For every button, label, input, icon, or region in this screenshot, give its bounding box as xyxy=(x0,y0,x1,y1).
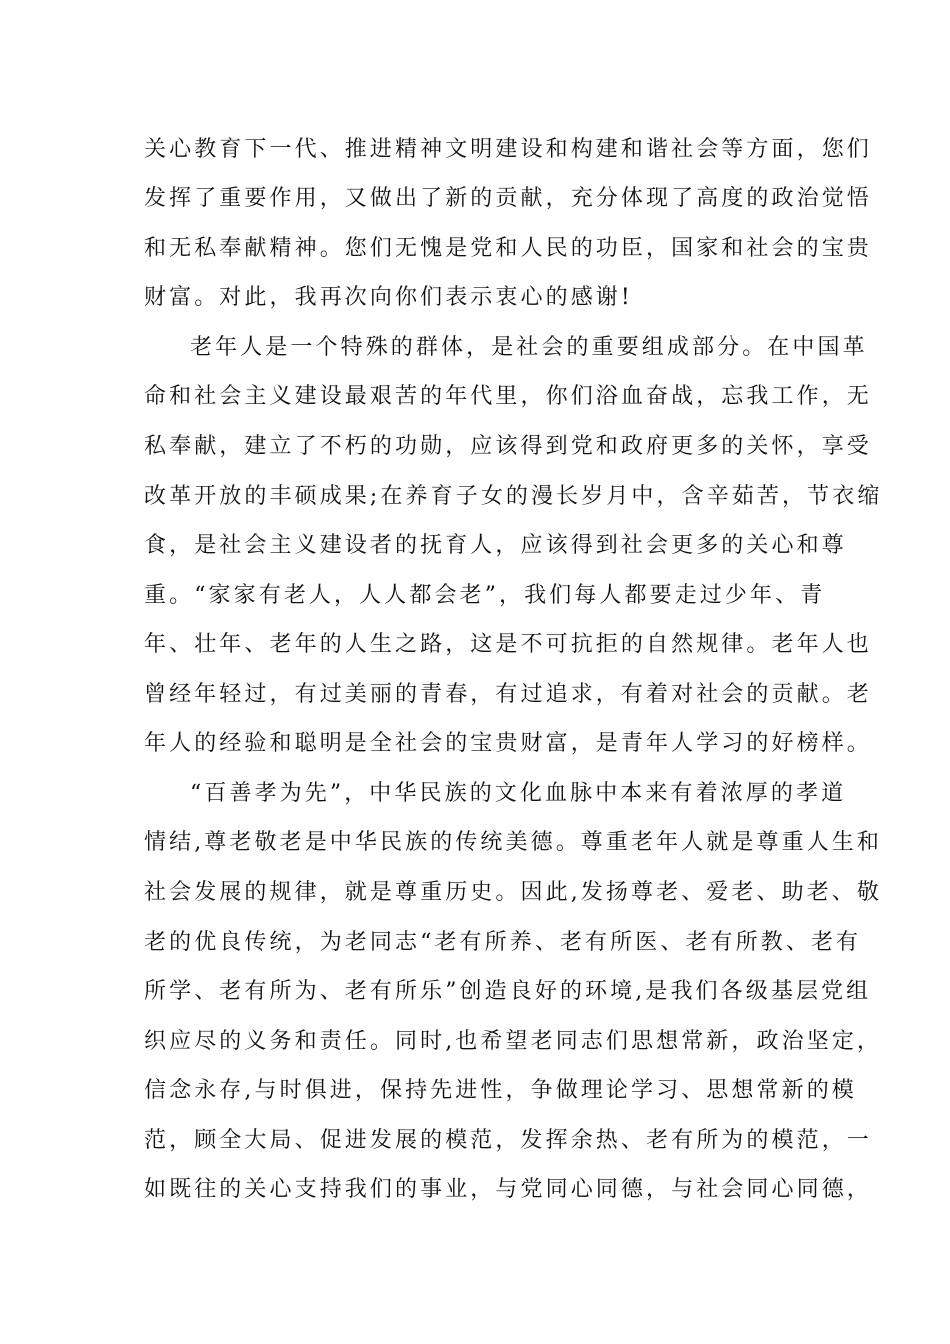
text-line: 和无私奉献精神。您们无愧是党和人民的功臣，国家和社会的宝贵 xyxy=(144,236,872,261)
text-line: 范，顾全大局、促进发展的模范，发挥余热、老有所为的模范，一 xyxy=(144,1128,872,1153)
paragraph-first-line: 老年人是一个特殊的群体，是社会的重要组成部分。在中国革 xyxy=(190,335,868,360)
text-line: 食，是社会主义建设者的抚育人，应该得到社会更多的关心和尊 xyxy=(144,533,847,558)
text-line: 命和社会主义建设最艰苦的年代里，你们浴血奋战，忘我工作，无 xyxy=(144,384,872,409)
text-line: 所学、老有所为、老有所乐”创造良好的环境,是我们各级基层党组 xyxy=(144,979,872,1004)
text-line: 财富。对此，我再次向你们表示衷心的感谢! xyxy=(144,285,633,310)
text-line: 曾经年轻过，有过美丽的青春，有过追求，有着对社会的贡献。老 xyxy=(144,682,872,707)
text-line: 织应尽的义务和责任。同时,也希望老同志们思想常新，政治坚定， xyxy=(144,1029,882,1054)
text-line: 私奉献，建立了不朽的功勋，应该得到党和政府更多的关怀，享受 xyxy=(144,434,872,459)
text-line: 改革开放的丰硕成果;在养育子女的漫长岁月中，含辛茹苦，节衣缩 xyxy=(144,484,883,509)
text-line: 情结,尊老敬老是中华民族的传统美德。尊重老年人就是尊重人生和 xyxy=(144,830,882,855)
text-line: 重。“家家有老人，人人都会老”，我们每人都要走过少年、青 xyxy=(144,583,826,608)
text-line: 年人的经验和聪明是全社会的宝贵财富，是青年人学习的好榜样。 xyxy=(144,731,872,756)
text-line: 关心教育下一代、推进精神文明建设和构建和谐社会等方面，您们 xyxy=(144,137,872,162)
text-line: 如既往的关心支持我们的事业，与党同心同德，与社会同心同德， xyxy=(144,1177,872,1202)
text-line: 发挥了重要作用，又做出了新的贡献，充分体现了高度的政治觉悟 xyxy=(144,186,872,211)
paragraph-first-line: “百善孝为先”，中华民族的文化血脉中本来有着浓厚的孝道 xyxy=(190,781,847,806)
text-line: 社会发展的规律，就是尊重历史。因此,发扬尊老、爱老、助老、敬 xyxy=(144,880,882,905)
text-line: 信念永存,与时俱进，保持先进性，争做理论学习、思想常新的模 xyxy=(144,1078,857,1103)
text-line: 年、壮年、老年的人生之路，这是不可抗拒的自然规律。老年人也 xyxy=(144,632,872,657)
text-line: 老的优良传统，为老同志“老有所养、老有所医、老有所教、老有 xyxy=(144,930,862,955)
